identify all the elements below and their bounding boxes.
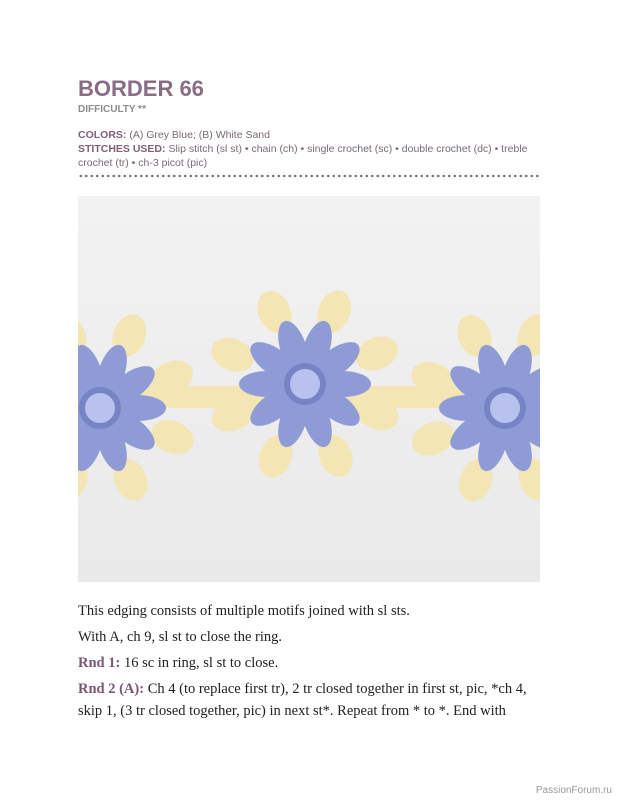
stitches-label: STITCHES USED: bbox=[78, 143, 166, 155]
colors-label: COLORS: bbox=[78, 129, 127, 141]
paragraph-0: This edging consists of multiple motifs joined with sl sts. bbox=[78, 603, 410, 619]
paragraph-1: With A, ch 9, sl st to close the ring. bbox=[78, 629, 283, 645]
flower-motif bbox=[206, 285, 403, 482]
pattern-info bbox=[78, 128, 543, 170]
paragraph-3: Rnd 2 (A): Ch 4 (to replace first tr), 2 tr closed together in first st, pic, *ch 4, skip 1, (3 tr closed together, pic) in next st*. Repeat from * to *. End with bbox=[78, 681, 527, 719]
crochet-border-photo bbox=[78, 196, 540, 582]
difficulty: DIFFICULTY ** bbox=[78, 104, 146, 115]
page-title: BORDER 66 bbox=[78, 76, 204, 101]
round-label: Rnd 2 (A): bbox=[78, 681, 145, 697]
colors-value: (A) Grey Blue; (B) White Sand bbox=[129, 129, 270, 141]
watermark: PassionForum.ru bbox=[535, 785, 612, 796]
paragraph-2: Rnd 1: 16 sc in ring, sl st to close. bbox=[78, 655, 279, 671]
round-label: Rnd 1: bbox=[78, 655, 121, 671]
stitches-value: Slip stitch (sl st) • chain (ch) • single crochet (sc) • double crochet (dc) • treble crochet (tr) • ch-3 picot (pic) bbox=[78, 143, 528, 169]
dotted-divider bbox=[78, 174, 541, 178]
instructions bbox=[78, 600, 548, 726]
